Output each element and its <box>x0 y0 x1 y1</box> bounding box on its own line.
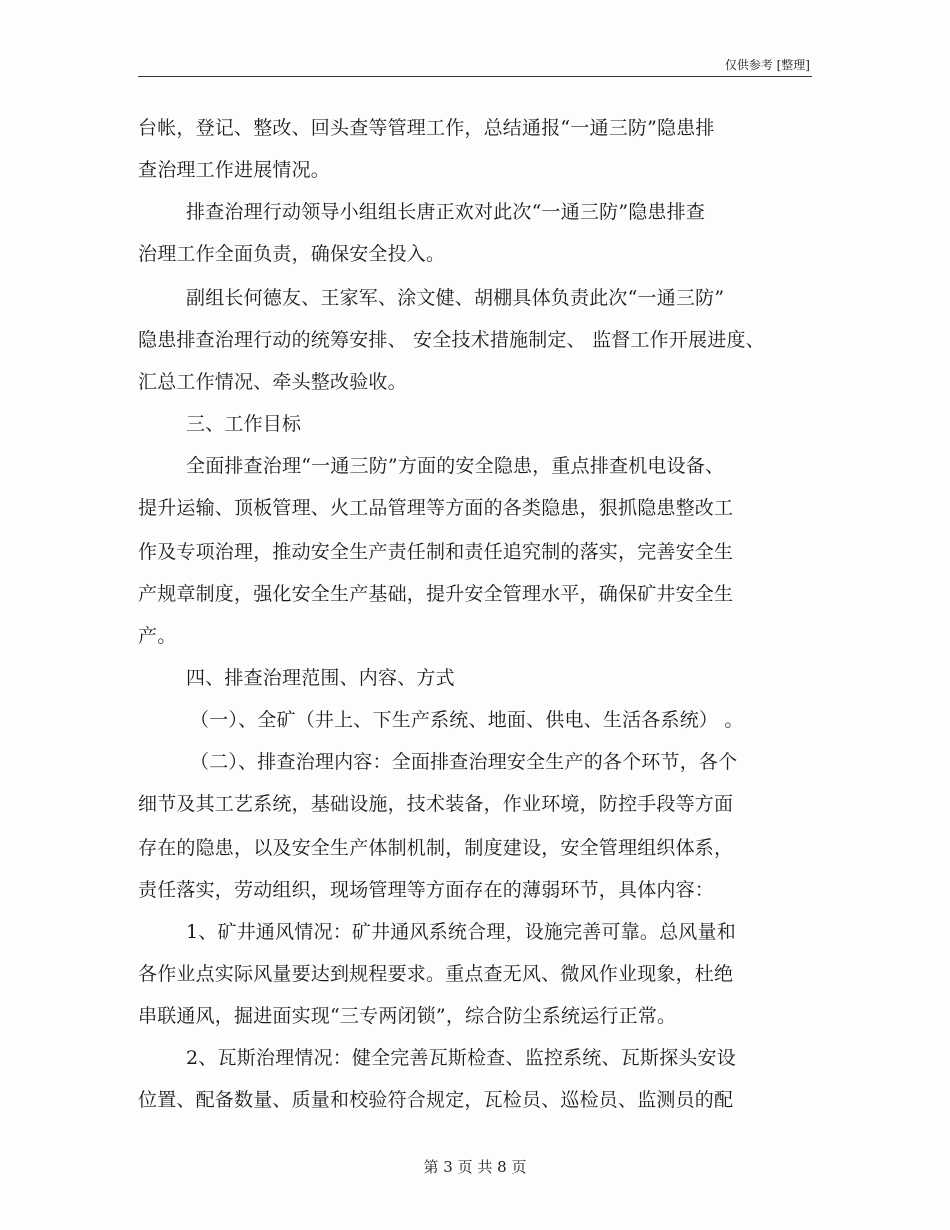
body-line: 汇总工作情况、牵头整改验收。 <box>138 371 407 393</box>
body-line: 存在的隐患，以及安全生产体制机制，制度建设，安全管理组织体系， <box>138 837 734 859</box>
header-note: 仅供参考 [整理] <box>724 58 810 72</box>
body-line: 产。 <box>138 625 177 647</box>
body-line: 产规章制度，强化安全生产基础，提升安全管理水平，确保矿井安全生 <box>138 583 734 605</box>
body-line: 作及专项治理，推动安全生产责任制和责任追究制的落实，完善安全生 <box>138 541 734 563</box>
body-line: 提升运输、顶板管理、火工品管理等方面的各类隐患，狠抓隐患整改工 <box>138 497 734 519</box>
body-line: 位置、配备数量、质量和校验符合规定，瓦检员、巡检员、监测员的配 <box>138 1089 734 1111</box>
body-line: （二）、排查治理内容：全面排查治理安全生产的各个环节，各个 <box>190 751 738 773</box>
body-line: 串联通风，掘进面实现“三专两闭锁”，综合防尘系统运行正常。 <box>138 1005 677 1027</box>
section-heading: 三、工作目标 <box>186 413 302 435</box>
section-heading: 四、排查治理范围、内容、方式 <box>186 667 455 689</box>
body-line: 隐患排查治理行动的统筹安排、 安全技术措施制定、 监督工作开展进度、 <box>138 329 765 351</box>
body-line: 台帐，登记、整改、回头查等管理工作，总结通报“一通三防”隐患排 <box>138 117 715 139</box>
body-line: 全面排查治理“一通三防”方面的安全隐患，重点排查机电设备、 <box>186 455 725 477</box>
body-line: 责任落实，劳动组织，现场管理等方面存在的薄弱环节，具体内容： <box>138 879 715 901</box>
body-line: 排查治理行动领导小组组长唐正欢对此次“一通三防”隐患排查 <box>186 201 706 223</box>
page-number-footer: 第 3 页 共 8 页 <box>423 1158 527 1176</box>
header-divider <box>138 76 812 77</box>
body-line: 治理工作全面负责，确保安全投入。 <box>138 243 446 265</box>
body-line: （一）、全矿（井上、下生产系统、地面、供电、生活各系统） 。 <box>190 709 744 731</box>
body-line: 各作业点实际风量要达到规程要求。重点查无风、微风作业现象，杜绝 <box>138 963 734 985</box>
body-line: 1、矿井通风情况：矿井通风系统合理，设施完善可靠。总风量和 <box>186 921 736 943</box>
body-line: 2、瓦斯治理情况：健全完善瓦斯检查、监控系统、瓦斯探头安设 <box>186 1047 736 1069</box>
body-line: 副组长何德友、王家军、涂文健、胡棚具体负责此次“一通三防” <box>186 287 725 309</box>
body-line: 细节及其工艺系统，基础设施，技术装备，作业环境，防控手段等方面 <box>138 793 734 815</box>
body-line: 查治理工作进展情况。 <box>138 159 331 181</box>
